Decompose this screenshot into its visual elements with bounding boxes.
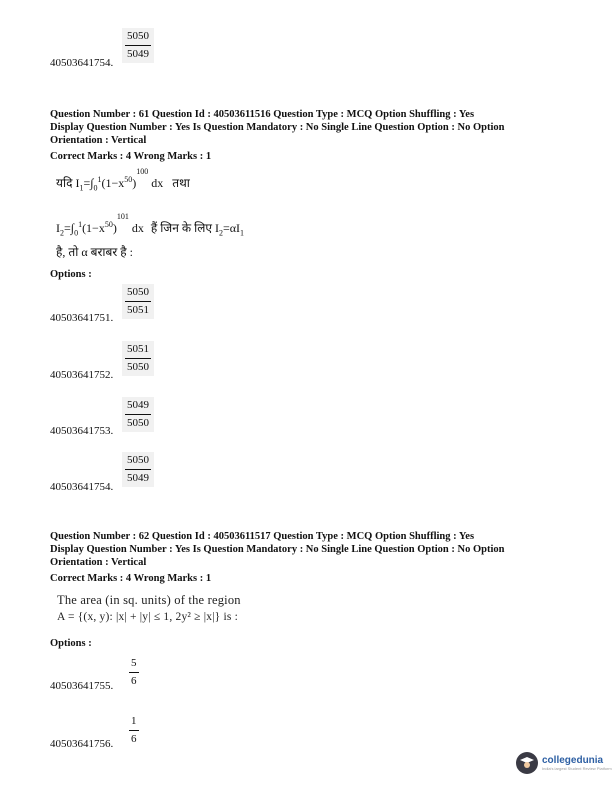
collegedunia-logo — [516, 752, 612, 774]
fraction-denominator: 5050 — [127, 361, 149, 373]
fraction-denominator: 5049 — [127, 472, 149, 484]
q62-option-1-fraction — [129, 657, 139, 688]
q61-line1: यदि $I_1=\int_0^1(1-x^{50})^{100}$ dx तथा — [56, 167, 190, 193]
q61-header-line1: Question Number : 61 Question Id : 40503611516 Question Type : MCQ Option Shuffling : Yes — [50, 109, 475, 120]
fraction-numerator: 5050 — [125, 454, 151, 470]
q62-option-1-id: 40503641755. — [50, 680, 114, 692]
q61-option-4-id: 40503641754. — [50, 481, 114, 493]
q62-header-line2: Display Question Number : Yes Is Question Mandatory : No Single Line Question Option : No Option — [50, 544, 505, 555]
fraction-denominator: 5051 — [127, 304, 149, 316]
q62-option-2-id: 40503641756. — [50, 738, 114, 750]
q61-option-1-id: 40503641751. — [50, 312, 114, 324]
fraction-numerator: 5049 — [125, 399, 151, 415]
fraction-denominator: 5049 — [127, 48, 149, 60]
q61-header-line3: Orientation : Vertical — [50, 135, 147, 146]
q61-options-label: Options : — [50, 269, 92, 280]
fraction-denominator: 6 — [131, 675, 137, 687]
fraction-numerator: 5051 — [125, 343, 151, 359]
q62-question-line1: The area (in sq. units) of the region — [57, 593, 241, 607]
fraction-numerator: 1 — [129, 715, 139, 731]
hindi-jinke: हैं जिन के लिए — [150, 221, 212, 235]
q62-marks: Correct Marks : 4 Wrong Marks : 1 — [50, 573, 212, 584]
fraction-numerator: 5 — [129, 657, 139, 673]
fraction-numerator: 5050 — [125, 30, 151, 46]
hindi-tatha: तथा — [172, 176, 190, 190]
q62-header-line1: Question Number : 62 Question Id : 40503611517 Question Type : MCQ Option Shuffling : Yes — [50, 531, 475, 542]
q61-option-3-fraction — [122, 397, 154, 432]
q61-option-2-fraction — [122, 341, 154, 376]
logo-tagline: India's largest Student Review Platform — [542, 765, 612, 771]
graduate-avatar-icon — [516, 752, 538, 774]
q62-option-2-fraction — [129, 715, 139, 746]
q61-header — [50, 108, 600, 163]
q61-option-2-id: 40503641752. — [50, 369, 114, 381]
fraction-denominator: 6 — [131, 733, 137, 745]
q62-options-label: Options : — [50, 638, 92, 649]
q61-header-line2: Display Question Number : Yes Is Question Mandatory : No Single Line Question Option : No Option — [50, 122, 505, 133]
fraction-numerator: 5050 — [125, 286, 151, 302]
q61-line2: $I_2=\int_0^1(1-x^{50})^{101}$ dx हैं जिन के लिए $I_2=\alpha I_1$ — [56, 212, 245, 238]
q61-marks: Correct Marks : 4 Wrong Marks : 1 — [50, 151, 212, 162]
q61-option-4-fraction — [122, 452, 154, 487]
fraction-denominator: 5050 — [127, 417, 149, 429]
top-option-fraction — [122, 28, 154, 63]
hindi-yadi: यदि — [56, 176, 73, 190]
q62-question-line2: A = {(x, y): |x| + |y| ≤ 1, 2y² ≥ |x|} is : — [57, 611, 239, 623]
q61-option-1-fraction — [122, 284, 154, 319]
top-option-id: 40503641754. — [50, 57, 114, 69]
q62-header-line3: Orientation : Vertical — [50, 557, 147, 568]
q61-line3: है, तो α बराबर है : — [56, 245, 133, 259]
q62-header — [50, 530, 600, 585]
logo-name: collegedunia — [542, 754, 604, 766]
q61-option-3-id: 40503641753. — [50, 425, 114, 437]
